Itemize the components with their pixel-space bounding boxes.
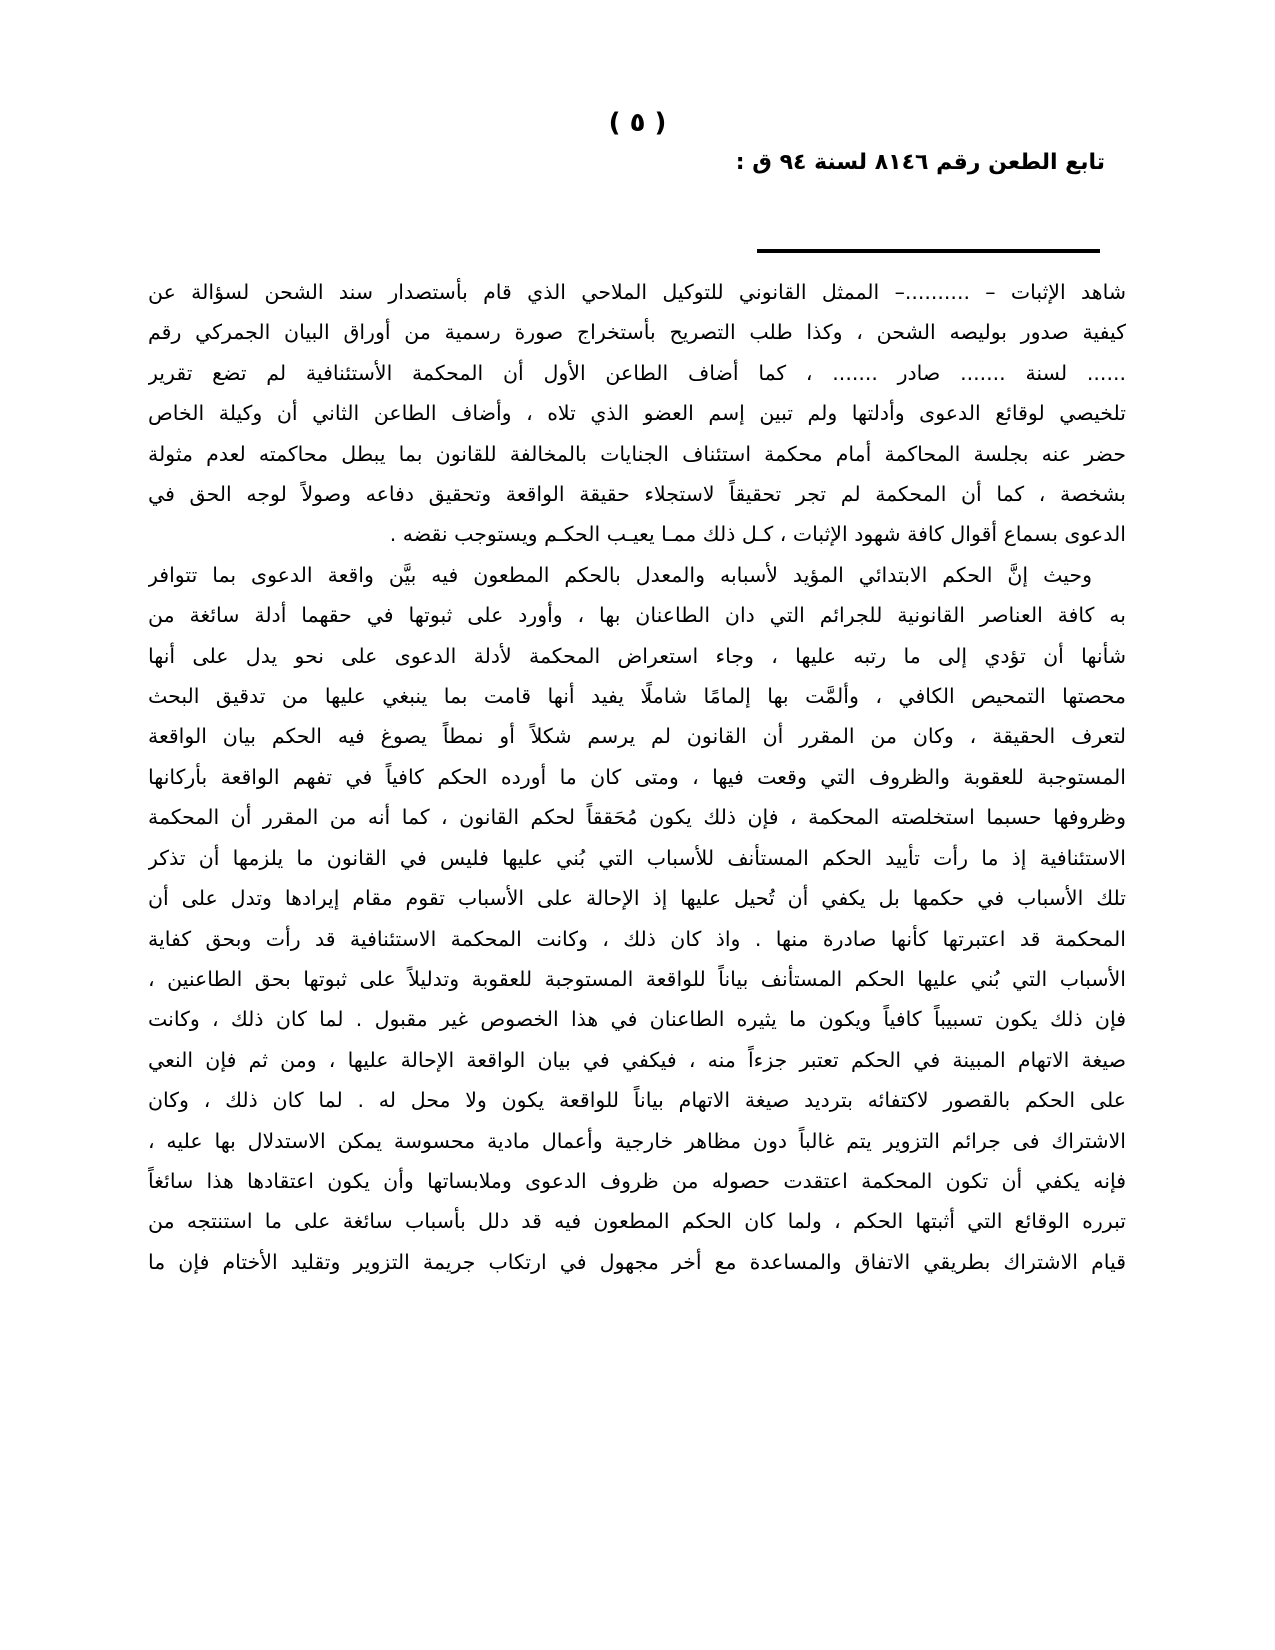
paragraph-court-reasoning [148,555,1126,1282]
text-line: الاشتراك فى جرائم التزوير يتم غالباً دون مظاهر خارجية وأعمال مادية محسوسة يمكن الاستدلال بها عليه ، [148,1128,1126,1153]
text-line: به كافة العناصر القانونية للجرائم التي دان الطاعنان بها ، وأورد على ثبوتها في حقهما أدلة سائغة من [148,603,1126,628]
text-line: قيام الاشتراك بطريقي الاتفاق والمساعدة مع أخر مجهول في ارتكاب جريمة التزوير وتقليد الأختام فإن ما [148,1249,1126,1274]
text-line: شاهد الإثبات – ..........– الممثل القانوني للتوكيل الملاحي الذي قام بأستصدار سند الشحن لسؤالة عن [148,280,1126,304]
case-header: تابع الطعن رقم ٨١٤٦ لسنة ٩٤ ق : [735,150,1105,175]
page-number: ( ٥ ) [608,108,667,138]
text-line: تلك الأسباب في حكمها بل يكفي أن تُحيل عليها إذ الإحالة على الأسباب تقوم مقام إيرادها وتدل على أن [148,886,1126,911]
text-line: المستوجبة للعقوبة والظروف التي وقعت فيها ، ومتى كان ما أورده الحكم كافياً في تفهم الواقعة بأركانها [148,764,1126,789]
text-line: كيفية صدور بوليصه الشحن ، وكذا طلب التصريح بأستخراج صورة رسمية من أوراق البيان الجمركي رقم [148,320,1126,345]
text-line: الاستئنافية إذ ما رأت تأييد الحكم المستأنف للأسباب التي بُني عليها فليس في القانون ما يلزمها أن تذكر [148,845,1126,870]
text-line: تلخيصي لوقائع الدعوى وأدلتها ولم تبين إسم العضو الذي تلاه ، وأضاف الطاعن الثاني أن وكيلة الخاص [148,401,1126,426]
text-line: فإن ذلك يكون تسبيباً كافياً ويكون ما يثيره الطاعنان في هذا الخصوص غير مقبول . لما كان ذلك ، وكانت [148,1007,1126,1032]
text-line: بشخصة ، كما أن المحكمة لم تجر تحقيقاً لاستجلاء حقيقة الواقعة وتحقيق دفاعه وصولاً لوجه الحق في [148,482,1126,507]
text-line: ...... لسنة ....... صادر ....... ، كما أضاف الطاعن الأول أن المحكمة الأستئنافية لم تضع تقرير [148,360,1126,385]
text-line: الأسباب التي بُني عليها الحكم المستأنف بياناً للواقعة المستوجبة للعقوبة وتدليلاً على ثبوتها بحق الطاعنين ، [148,966,1126,991]
text-line: على الحكم بالقصور لاكتفائه بترديد صيغة الاتهام بياناً للواقعة يكون ولا محل له . لما كان ذلك ، وكان [148,1088,1126,1113]
text-line: تبرره الوقائع التي أثبتها الحكم ، ولما كان الحكم المطعون فيه قد دلل بأسباب سائغة على ما استنتجه من [148,1209,1126,1234]
text-line: وظروفها حسبما استخلصته المحكمة ، فإن ذلك يكون مُحَققاً لحكم القانون ، كما أنه من المقرر أن المحكمة [148,805,1126,830]
text-line: شأنها أن تؤدي إلى ما رتبه عليها ، وجاء استعراض المحكمة لأدلة الدعوى على نحو يدل على أنها [148,643,1126,668]
text-line: المحكمة قد اعتبرتها كأنها صادرة منها . واذ كان ذلك ، وكانت المحكمة الاستئنافية قد رأت وبحق كفاية [148,926,1126,951]
text-line: محصتها التمحيص الكافي ، وألمَّت بها إلمامًا شاملًا يفيد أنها قامت بما ينبغي عليها من تدقيق البحث [148,684,1126,709]
text-line: حضر عنه بجلسة المحاكمة أمام محكمة استئناف الجنايات بالمخالفة للقانون بما يبطل محاكمته لعدم مثولة [148,441,1126,466]
text-line: لتعرف الحقيقة ، وكان من المقرر أن القانون لم يرسم شكلاً أو نمطاً يصوغ فيه الحكم بيان الواقعة [148,724,1126,749]
text-line: الدعوى بسماع أقوال كافة شهود الإثبات ، كـل ذلك ممـا يعيـب الحكـم ويستوجب نقضه . [389,522,1126,547]
header-divider [757,249,1100,253]
text-line: وحيث إنَّ الحكم الابتدائي المؤيد لأسبابه والمعدل بالحكم المطعون فيه بيَّن واقعة الدعوى بما تتوافر [148,562,1092,587]
text-line: صيغة الاتهام المبينة في الحكم تعتبر جزءاً منه ، فيكفي في بيان الواقعة الإحالة عليها ، ومن ثم فإن النعي [148,1047,1126,1072]
paragraph-appellant-grounds [148,272,1126,555]
text-line: فإنه يكفي أن تكون المحكمة اعتقدت حصوله من ظروف الدعوى وملابساتها وأن يكون اعتقادها هذا سائغاً [148,1168,1126,1193]
document-body [148,272,1126,1282]
